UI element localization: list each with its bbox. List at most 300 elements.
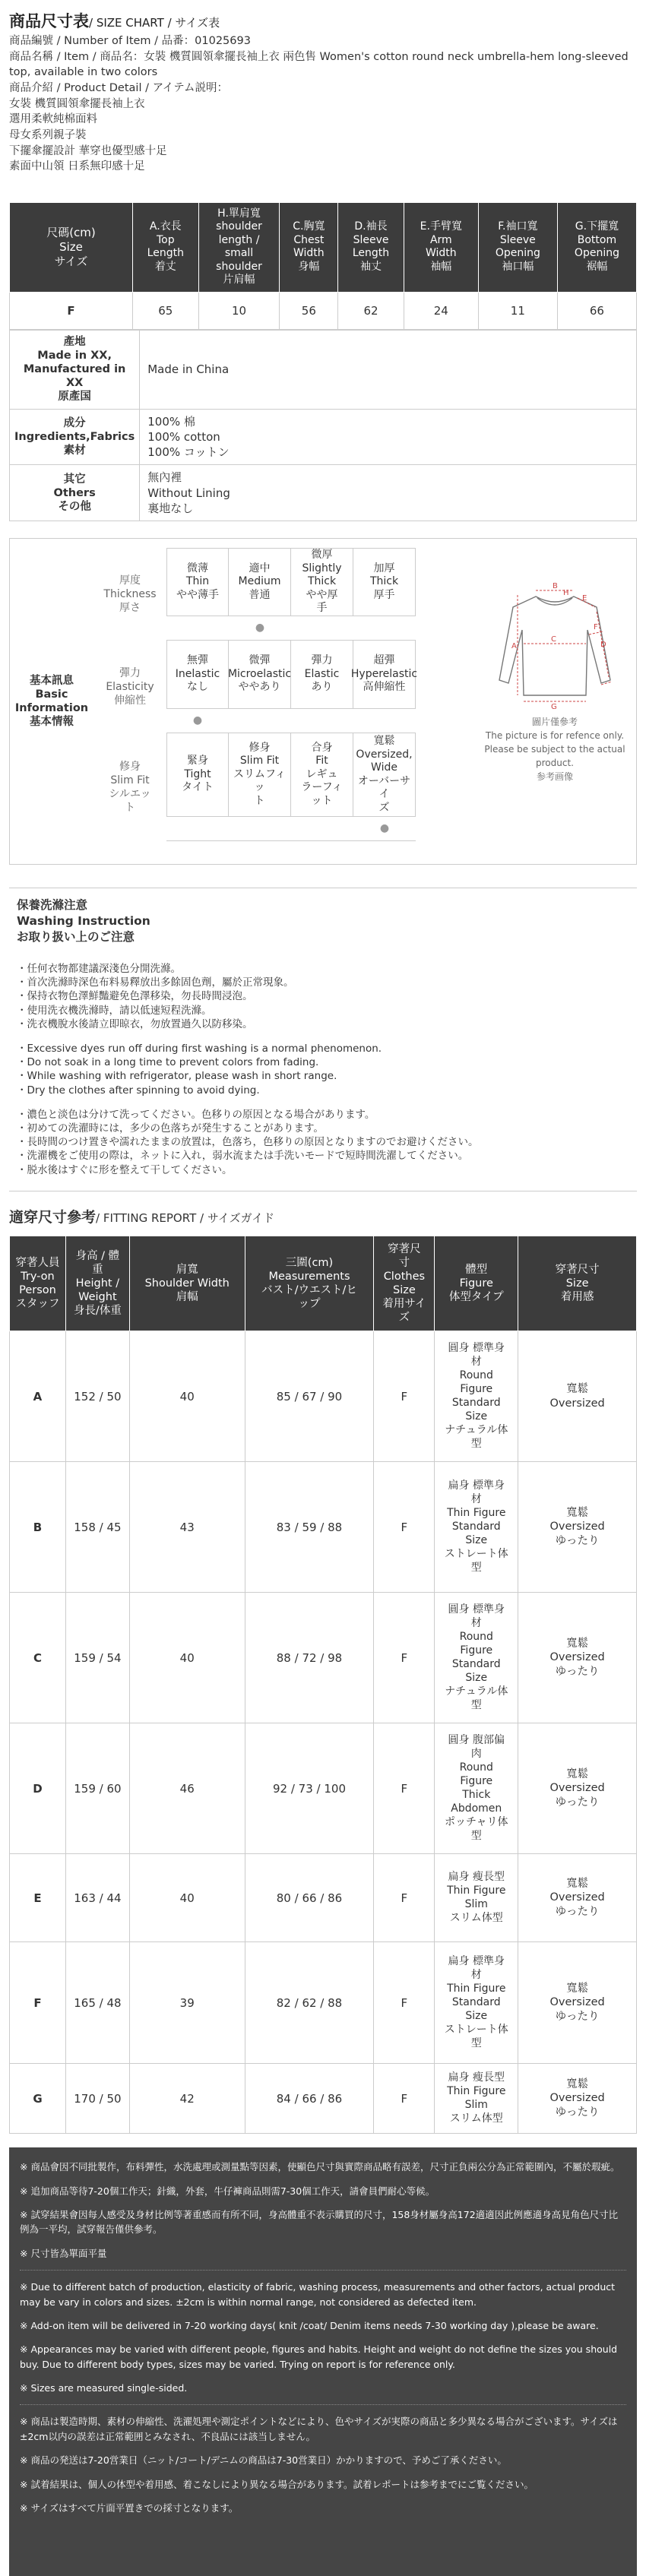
washing-line: ・任何衣物都建議深淺色分開洗滌。 [17, 962, 181, 975]
figure-text: 型 [470, 1561, 482, 1574]
header-text: Size [392, 1283, 416, 1296]
fitting-row [10, 1942, 637, 2064]
option-text: 合身 [311, 741, 333, 754]
figure-text: 肉 [470, 1748, 482, 1761]
selection-dot-icon: ● [353, 817, 416, 841]
shoulder-width: 39 [129, 1942, 245, 2064]
text-line: その他 [58, 500, 91, 513]
figure-text: 扁身 標準身 [448, 1955, 505, 1968]
header-text: 体型タイプ [448, 1290, 504, 1303]
header-text: 着用サイ [382, 1298, 426, 1311]
figure-type [435, 1462, 518, 1593]
figure-text: 圓身 標準身 [448, 1603, 505, 1616]
basic-row-label [93, 548, 166, 641]
shoulder-width: 40 [129, 1593, 245, 1723]
text-line: 圖片僅參考 [531, 717, 578, 728]
ingredients-row [10, 409, 637, 465]
option-text: Thick [307, 575, 337, 588]
clothes-size: F [374, 1331, 435, 1462]
washing-line: ・首次洗滌時深色布料易釋放出多餘固色劑，屬於正常現象。 [17, 976, 294, 989]
fitting-header-cell [129, 1236, 245, 1331]
option-text: 超彈 [373, 654, 395, 667]
header-text: 重 [92, 1263, 103, 1276]
figure-text: Size [465, 1410, 488, 1422]
figure-text: 材 [470, 1969, 482, 1982]
figure-text: Standard [451, 1396, 501, 1409]
size-header-arm [404, 202, 478, 292]
washing-line: ・初めての洗濯時には，多少の色落ちが発生することがあります。 [17, 1122, 324, 1135]
header-text: 片肩幅 [223, 274, 255, 286]
option-text: あり [311, 681, 333, 694]
note-line: ※ サイズはすべて片面平置きでの採寸となります。 [20, 2502, 239, 2514]
fitting-row [10, 1462, 637, 1593]
text-line: 其它 [63, 473, 86, 486]
option-text: 修身 [249, 741, 271, 754]
fitting-row [10, 1593, 637, 1723]
header-text: 穿著尺寸 [555, 1263, 600, 1276]
washing-line: ・使用洗衣機洗滌時，請以低速短程洗滌。 [17, 1004, 212, 1017]
notes-ja [20, 2414, 626, 2515]
label-text: 彈力 [119, 666, 141, 679]
fitting-report-table [9, 1236, 637, 2135]
option-text: なし [187, 681, 208, 694]
text-line: 100% 棉 [147, 414, 195, 429]
figure-text: Size [465, 2009, 488, 2022]
fitting-header-cell [435, 1236, 518, 1331]
feel-text: ゆったり [555, 1535, 600, 1548]
washing-zh [17, 962, 629, 1031]
header-text: Size [59, 239, 83, 254]
header-text: バスト/ウエスト/ヒ [261, 1283, 357, 1296]
basic-option [353, 733, 416, 817]
try-on-person: A [10, 1331, 66, 1462]
measurements: 80 / 66 / 86 [245, 1854, 374, 1942]
size-chart-table [9, 202, 637, 330]
feel-text: ゆったり [555, 1796, 600, 1809]
label-text: 修身 [119, 760, 141, 773]
option-text: 緊身 [186, 755, 208, 767]
header-text: D.袖長 [354, 220, 388, 233]
notes-en [20, 2280, 626, 2395]
option-text: 加厚 [373, 562, 395, 574]
header-text: 穿著人員 [15, 1256, 60, 1269]
text-line: 保養洗滌注意 [17, 898, 88, 913]
size-label: F [10, 292, 133, 329]
washing-line: ・濃色と淡色は分けて洗ってください。色移りの原因となる場合があります。 [17, 1108, 375, 1121]
selection-dot-icon: ● [166, 709, 229, 733]
header-text: 體型 [465, 1263, 488, 1276]
figure-text: 材 [470, 1617, 482, 1630]
label-text: Slim Fit [110, 774, 150, 786]
fit-feel [518, 1723, 637, 1854]
header-text: ズ [398, 1312, 410, 1324]
text-line: Others [53, 486, 96, 499]
size-header-hem [557, 202, 636, 292]
basic-information-grid [93, 539, 473, 864]
origin-row [10, 330, 637, 409]
header-text: 三圍(cm) [285, 1256, 334, 1269]
figure-text: Slim [464, 1897, 488, 1910]
note-line: ※ 試穿結果會因每人感受及身材比例等著重感而有所不同，身高體重不表示購買的尺寸，158身材屬身高172適適因此例應適身高見角色尺寸比例為一平均，試穿報告僅供參考。 [20, 2209, 619, 2236]
basic-option [229, 641, 291, 709]
header-text: Try-on [21, 1270, 55, 1283]
header-text: Height / [75, 1277, 120, 1290]
figure-text: Size [465, 1671, 488, 1684]
feel-text: ゆったり [555, 1906, 600, 1919]
header-text: 寸 [398, 1256, 410, 1269]
note-line: ※ 尺寸皆為單面平量 [20, 2247, 107, 2259]
fitting-header-cell [374, 1236, 435, 1331]
basic-row-label [93, 733, 166, 841]
text-line: Without Lining [147, 486, 230, 500]
size-chart-title [9, 11, 637, 33]
note-line: ※ 商品は製造時期、素材の伸縮性、洗濯処理や測定ポイントなどにより、色やサイズが実際の商品と多少異なる場合がございます。サイズは±2cm以内の誤差は正常範囲とみなされ、不良品には該当しません。 [20, 2416, 618, 2442]
label-text: 伸縮性 [113, 695, 146, 707]
text-line: XX [65, 377, 84, 390]
basic-row-label [93, 641, 166, 733]
size-header-chest [280, 202, 338, 292]
option-text: Tight [184, 767, 211, 780]
figure-type [435, 1942, 518, 2064]
title-main: 商品尺寸表 [9, 12, 89, 30]
note-line: ※ Add-on item will be delivered in 7-20 working days( knit /coat/ Denim items needs 7-30 working day ),please be aware. [20, 2319, 599, 2331]
text-line: Made in XX, [37, 350, 112, 362]
header-text: サイズ [54, 254, 88, 268]
option-text: Slightly [302, 562, 342, 574]
figure-text: 型 [470, 1829, 482, 1842]
notes-zh [20, 2160, 626, 2261]
figure-text: ストレート体 [444, 1547, 508, 1560]
basic-option [229, 548, 291, 616]
option-text: 寬鬆 [373, 735, 395, 748]
header-text: 身幅 [298, 260, 320, 273]
feel-text: Oversized [549, 1651, 605, 1664]
header-text: 袖幅 [430, 260, 452, 273]
figure-type [435, 1723, 518, 1854]
selection-dot-icon [291, 817, 353, 841]
option-text: Wide [371, 761, 397, 774]
header-text: C.胸寬 [293, 220, 325, 233]
text-line: Basic [35, 688, 68, 701]
feel-text: 寬鬆 [566, 1877, 589, 1890]
header-text: Bottom [577, 233, 617, 246]
selection-dot-icon [166, 817, 229, 841]
header-text: Weight [78, 1290, 117, 1303]
washing-title [17, 897, 629, 945]
label-text: Elasticity [106, 680, 154, 693]
header-text: Length [352, 247, 390, 260]
basic-option [229, 733, 291, 817]
figure-text: ポッチャリ体 [444, 1815, 508, 1828]
height-weight: 158 / 45 [65, 1462, 129, 1593]
try-on-person: C [10, 1593, 66, 1723]
selection-dot-icon [291, 709, 353, 733]
figure-type [435, 2064, 518, 2134]
figure-text: ストレート体 [444, 2023, 508, 2036]
selection-dot-icon [229, 817, 291, 841]
option-text: 彈力 [311, 654, 333, 667]
product-description [9, 97, 637, 175]
feel-text: ゆったり [555, 2106, 600, 2119]
garment-figure [473, 539, 636, 864]
header-text: F.袖口寬 [498, 220, 538, 233]
basic-option [166, 733, 229, 817]
clothes-size: F [374, 1462, 435, 1593]
selection-dot-icon [229, 709, 291, 733]
figure-text: Figure [460, 1774, 493, 1787]
figure-text: 扁身 瘦長型 [448, 1870, 505, 1883]
washing-en [17, 1042, 629, 1097]
basic-information-label [10, 539, 93, 864]
measurements: 84 / 66 / 86 [245, 2064, 374, 2134]
measure-letter: A [511, 642, 517, 651]
header-text: small [224, 247, 254, 260]
measure-letter: F [594, 623, 598, 632]
figure-text: Round [459, 1761, 493, 1774]
option-text: やや薄手 [176, 588, 219, 601]
size-value: 66 [557, 292, 636, 329]
header-text: Measurements [268, 1270, 350, 1283]
fit-feel [518, 1331, 637, 1462]
feel-text: 寬鬆 [566, 1982, 589, 1995]
figure-text: Thin Figure [447, 1884, 506, 1897]
note-line: ※ 追加商品等待7-20個工作天；針織，外套，牛仔褲商品則需7-30個工作天，請會員們耐心等候。 [20, 2185, 435, 2197]
option-text: Inelastic [175, 667, 220, 680]
option-text: Oversized, [356, 748, 413, 761]
washing-line: ・長時間のつけ置きや濡れたままの放置は，色落ち，色移りの原因となりますのでお避けください。 [17, 1136, 479, 1149]
shoulder-width: 40 [129, 1854, 245, 1942]
fitting-row [10, 2064, 637, 2134]
basic-row [93, 641, 473, 733]
feel-text: ゆったり [555, 1666, 600, 1679]
size-header-shoulder [198, 202, 280, 292]
text-line: 原產国 [58, 391, 91, 403]
figure-text: スリム体型 [449, 1911, 503, 1924]
header-text: Person [19, 1283, 56, 1296]
option-text: 厚手 [373, 588, 395, 601]
measurements: 83 / 59 / 88 [245, 1462, 374, 1593]
header-text: 穿著尺 [388, 1242, 421, 1255]
figure-text: Slim [464, 2098, 488, 2111]
text-line: 100% cotton [147, 429, 220, 444]
label-text: 厚度 [119, 574, 141, 587]
size-value: 62 [338, 292, 404, 329]
header-text: 尺碼(cm) [46, 226, 96, 240]
figure-text: Size [465, 1533, 488, 1546]
figure-text: Round [459, 1369, 493, 1381]
feel-text: Oversized [549, 1521, 605, 1533]
header-text: Chest [293, 233, 325, 246]
size-value: 11 [478, 292, 557, 329]
header-text: Width [293, 247, 325, 260]
option-text: Thick [369, 575, 399, 588]
label-text: 厚さ [119, 602, 141, 615]
measure-letter: H [563, 589, 569, 598]
option-text: 手 [316, 602, 328, 615]
header-text: Sleeve [499, 233, 536, 246]
text-line: 基本情報 [30, 716, 74, 729]
selection-dot-icon [166, 616, 229, 641]
option-text: ズ [378, 801, 390, 814]
figure-text: Thick [462, 1788, 491, 1801]
clothes-size: F [374, 2064, 435, 2134]
figure-caption [484, 715, 625, 783]
header-text: Opening [574, 247, 619, 260]
figure-text: ナチュラル体 [445, 1423, 508, 1436]
figure-text: Thin Figure [447, 1506, 506, 1519]
basic-option [291, 733, 353, 817]
option-text: Microelastic [227, 667, 292, 680]
option-text: レギュ [306, 767, 338, 780]
basic-option [350, 641, 418, 709]
description-line: 下擺傘擺設計 華穿也優型感十足 [9, 144, 167, 157]
fitting-header-cell [65, 1236, 129, 1331]
ingredients-label [10, 409, 140, 465]
basic-information [9, 538, 637, 865]
height-weight: 152 / 50 [65, 1331, 129, 1462]
washing-line: ・保持衣物色澤鮮豔避免色澤移染，勿長時間浸泡。 [17, 990, 253, 1003]
option-text: オーバーサイ [357, 774, 411, 801]
option-text: スリムフィッ [233, 767, 286, 794]
feel-text: Oversized [549, 1891, 605, 1904]
size-value: 65 [133, 292, 199, 329]
note-line: ※ Due to different batch of production, elasticity of fabric, washing process, measurements and other factors, actual product may be vary in colors and sizes. ±2cm is within normal range, not considered as defected item. [20, 2281, 616, 2308]
option-text: ット [311, 794, 333, 807]
text-line: 產地 [63, 335, 86, 348]
measure-letter: B [553, 582, 558, 591]
washing-ja [17, 1108, 629, 1177]
figure-type [435, 1593, 518, 1723]
clothes-size: F [374, 1942, 435, 2064]
size-value: 56 [280, 292, 338, 329]
fit-feel [518, 1462, 637, 1593]
header-text: Arm [429, 233, 452, 246]
option-text: 微厚 [311, 549, 333, 562]
fit-feel [518, 2064, 637, 2134]
washing-line: ・Dry the clothes after spinning to avoid dying. [17, 1084, 260, 1097]
size-header-cuff [478, 202, 557, 292]
text-line: product. [536, 758, 574, 769]
selection-dot-icon [291, 616, 353, 641]
washing-line: ・Do not soak in a long time to prevent colors from fading. [17, 1056, 319, 1069]
others-label [10, 465, 140, 521]
option-text: タイト [182, 781, 214, 794]
fitting-header-cell [518, 1236, 637, 1331]
figure-text: 型 [470, 1698, 482, 1711]
measure-letter: E [582, 594, 587, 603]
header-text: ップ [298, 1298, 321, 1311]
figure-text: 扁身 標準身 [448, 1479, 505, 1492]
header-text: 袖口幅 [502, 260, 534, 273]
description-line: 女裝 機質圓領傘擺長袖上衣 [9, 97, 145, 110]
header-text: length / [218, 233, 260, 246]
note-line: ※ 試着結果は、個人の体型や着用感、着こなしにより異なる場合があります。試着レポートは参考までにご覧ください。 [20, 2478, 534, 2490]
text-line: 裏地なし [147, 501, 194, 515]
text-line: Washing Instruction [17, 914, 150, 928]
figure-text: Round [459, 1630, 493, 1643]
measure-letter: D [600, 641, 606, 650]
washing-list [17, 962, 629, 1177]
product-detail-label: 商品介紹 / Product Detail / アイテム説明： [9, 82, 229, 95]
note-line: ※ 商品會因不同批製作，布料彈性，水洗處理或測量點等因素，使顯色尺寸與實際商品略有誤差，尺寸正負兩公分為正常範圍內，不屬於瑕疵。 [20, 2161, 620, 2173]
figure-type [435, 1854, 518, 1942]
figure-text: Standard [451, 1657, 501, 1670]
figure-text: スリム体型 [449, 2112, 503, 2125]
item-name: 商品名稱 / Item / 商品名：女裝 機質圓領傘擺長袖上衣 兩色售 Women's cotton round neck umbrella-hem long-sleeved top, available in two colors [9, 51, 629, 78]
option-text: Hyperelastic [350, 667, 418, 680]
note-line: ※ Appearances may be varied with different people, figures and habits. Height and weight do not define the sizes you should buy. Due to different body types, sizes may be varied. Trying on report is for reference only. [20, 2343, 618, 2370]
fitting-row [10, 1723, 637, 1854]
title-sub: / SIZE CHART / サイズ表 [89, 16, 220, 30]
figure-text: Standard [451, 1520, 501, 1533]
others-value [140, 465, 637, 521]
header-text: 袖丈 [360, 260, 382, 273]
figure-text: 材 [470, 1493, 482, 1506]
figure-text: 型 [470, 1437, 482, 1450]
text-line: Information [14, 702, 89, 715]
figure-text: 材 [470, 1356, 482, 1369]
measurements: 92 / 73 / 100 [245, 1723, 374, 1854]
header-text: 着用感 [560, 1290, 594, 1303]
text-line: 素材 [63, 445, 86, 457]
description-line: 素面中山領 日系無印感十足 [9, 160, 145, 173]
fitting-row [10, 1331, 637, 1462]
label-text: Thickness [103, 587, 157, 600]
fitting-header-cell [245, 1236, 374, 1331]
description-line: 選用柔軟純棉面料 [9, 113, 97, 126]
size-header-length [133, 202, 199, 292]
feel-text: 寬鬆 [566, 1637, 589, 1650]
basic-option [291, 641, 353, 709]
header-text: Top [156, 233, 175, 246]
clothes-size: F [374, 1593, 435, 1723]
others-row [10, 465, 637, 521]
header-text: Opening [495, 247, 540, 260]
size-value: 10 [198, 292, 280, 329]
shoulder-width: 43 [129, 1462, 245, 1593]
selection-dot-icon [353, 616, 416, 641]
notes-panel [9, 2147, 637, 2576]
basic-option [166, 641, 229, 709]
item-number: 商品編號 / Number of Item / 品番：01025693 [9, 34, 251, 47]
clothes-size: F [374, 1854, 435, 1942]
feel-text: 寬鬆 [566, 1506, 589, 1519]
option-text: Elastic [304, 667, 340, 680]
size-row [10, 292, 637, 329]
origin-value: Made in China [140, 330, 637, 409]
option-text: 微彈 [249, 654, 271, 667]
height-weight: 159 / 54 [65, 1593, 129, 1723]
sweater-diagram-icon [490, 581, 619, 710]
header-text: 肩寬 [176, 1263, 198, 1276]
header-text: G.下擺寬 [575, 220, 619, 233]
basic-row [93, 548, 473, 641]
figure-text: Standard [451, 1995, 501, 2008]
washing-line: ・脱水後はすぐに形を整えて干してください。 [17, 1163, 233, 1176]
text-line: Ingredients,Fabrics [14, 430, 135, 443]
feel-text: Oversized [549, 1996, 605, 2009]
product-header [0, 0, 646, 182]
option-text: 高伸縮性 [363, 681, 406, 694]
basic-row [93, 733, 473, 841]
header-text: H.單肩寬 [217, 207, 261, 220]
option-text: ト [254, 794, 265, 807]
feel-text: Oversized [549, 1397, 605, 1410]
figure-type [435, 1331, 518, 1462]
label-text: シルエッ [109, 788, 151, 801]
washing-line: ・While washing with refrigerator, please wash in short range. [17, 1070, 337, 1083]
size-chart-header-row [10, 202, 637, 292]
